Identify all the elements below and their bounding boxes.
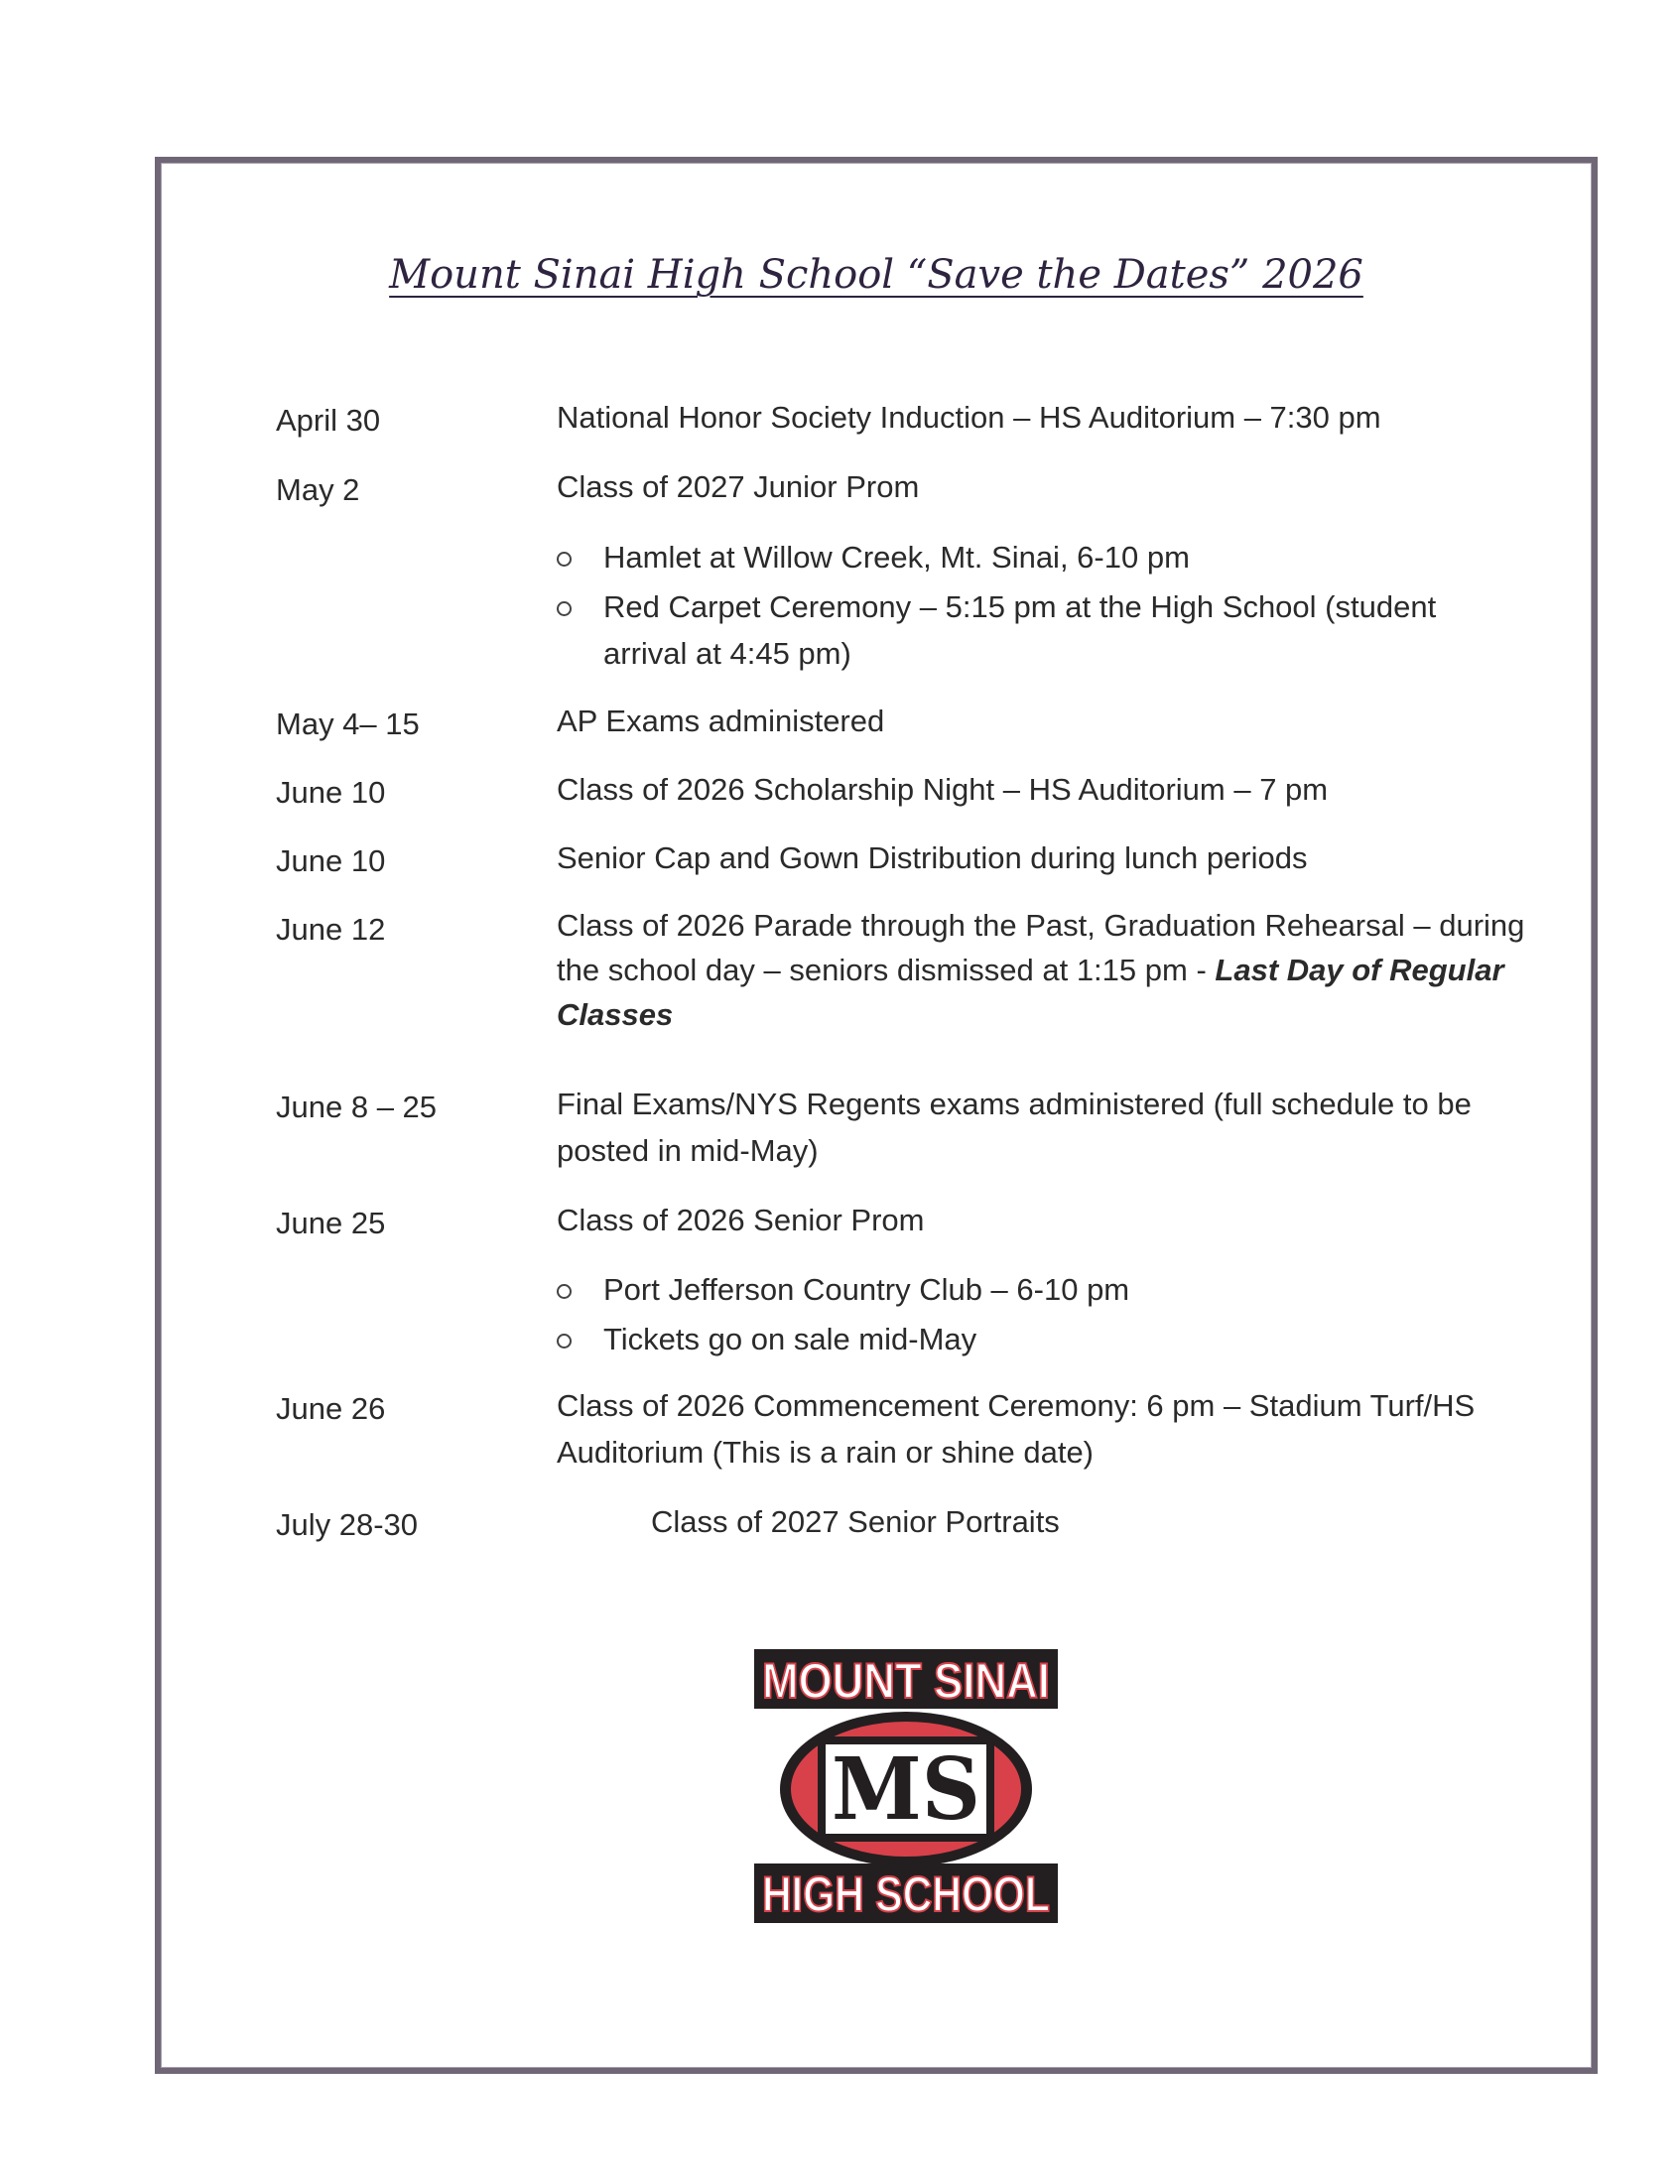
logo-bottom-text: HIGH SCHOOL: [762, 1866, 1050, 1922]
bullet-text: Port Jefferson Country Club – 6-10 pm: [603, 1272, 1130, 1307]
event-description: Final Exams/NYS Regents exams administered (full schedule to be posted in mid-May): [557, 1087, 1472, 1168]
event-description: Class of 2026 Senior Prom: [557, 1203, 925, 1237]
bullet-text: Tickets go on sale mid-May: [603, 1322, 977, 1356]
logo-top-text: MOUNT SINAI: [762, 1653, 1050, 1709]
event-date: May 2: [276, 472, 360, 507]
circle-bullet-icon: [557, 601, 572, 616]
logo-monogram: MS: [832, 1739, 980, 1840]
circle-bullet-icon: [557, 552, 572, 567]
event-description: Class of 2026 Scholarship Night – HS Auditorium – 7 pm: [557, 772, 1329, 807]
event-description-text: Class of 2026 Parade through the Past, Graduation Rehearsal – during the school day – seniors dismissed at 1:15 pm -: [557, 908, 1525, 987]
event-description: Class of 2027 Junior Prom: [557, 469, 920, 504]
event-description: Class of 2026 Commencement Ceremony: 6 pm – Stadium Turf/HS Auditorium (This is a rain or shine date): [557, 1388, 1476, 1470]
page-title: Mount Sinai High School “Save the Dates” 2026: [389, 252, 1363, 298]
event-date: May 4– 15: [276, 707, 420, 741]
event-date: June 12: [276, 912, 386, 947]
event-description: Class of 2027 Senior Portraits: [651, 1504, 1060, 1539]
circle-bullet-icon: [557, 1284, 572, 1299]
event-description: AP Exams administered: [557, 704, 885, 738]
event-description: National Honor Society Induction – HS Auditorium – 7:30 pm: [557, 400, 1381, 435]
event-date: June 10: [276, 843, 386, 878]
circle-bullet-icon: [557, 1334, 572, 1349]
event-date: July 28-30: [276, 1507, 419, 1542]
event-description: Senior Cap and Gown Distribution during lunch periods: [557, 840, 1308, 875]
event-date: June 25: [276, 1206, 386, 1240]
event-date: June 26: [276, 1391, 386, 1426]
last-day-emphasis: Last Day of Regular Classes: [557, 953, 1504, 1032]
bullet-text: Red Carpet Ceremony – 5:15 pm at the High School (student arrival at 4:45 pm): [603, 589, 1437, 671]
school-logo: [748, 1645, 1064, 1927]
event-date: June 10: [276, 775, 386, 810]
document-frame: [155, 157, 1598, 2074]
event-date: June 8 – 25: [276, 1090, 438, 1124]
bullet-text: Hamlet at Willow Creek, Mt. Sinai, 6-10 pm: [603, 540, 1190, 575]
event-date: April 30: [276, 403, 381, 438]
event-description: [557, 903, 1539, 1037]
